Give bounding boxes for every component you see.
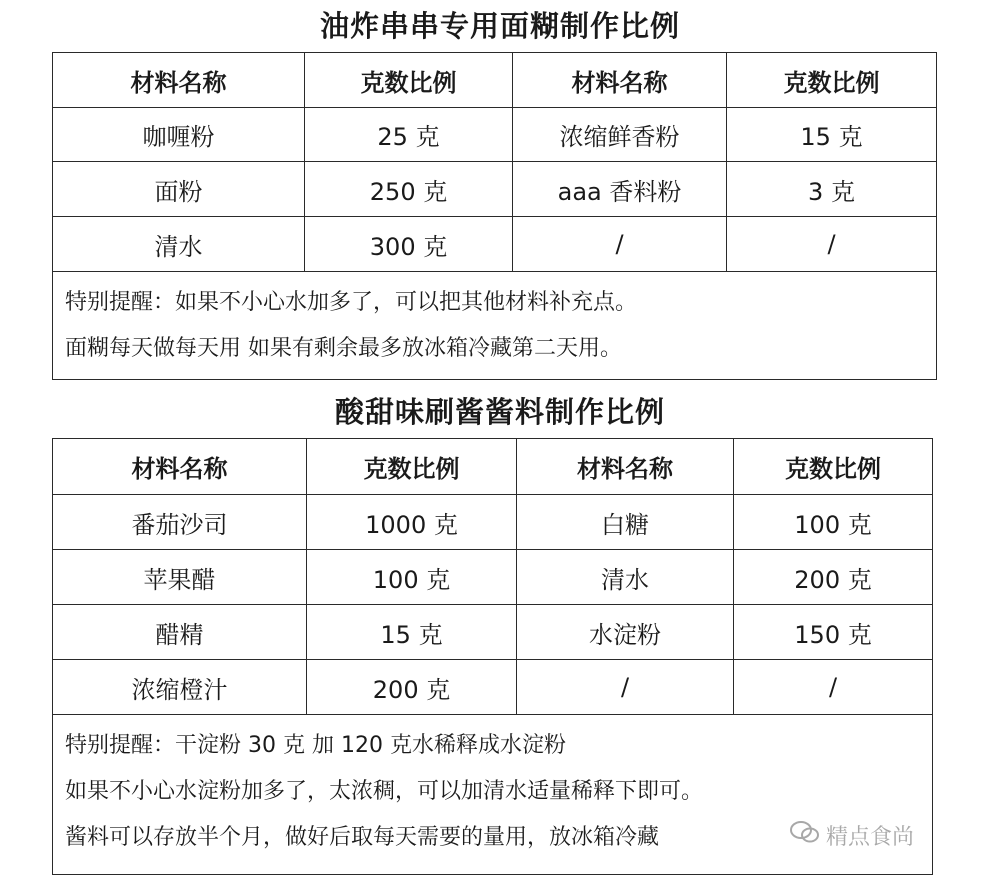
ingredient-amount: 200 克 <box>734 550 933 605</box>
ingredient-name: 清水 <box>53 217 305 272</box>
batter-ratio-table <box>52 52 937 380</box>
ingredient-name: 浓缩橙汁 <box>53 660 307 715</box>
header-cell: 克数比例 <box>305 53 513 108</box>
watermark <box>790 820 914 851</box>
note-line: 面糊每天做每天用 如果有剩余最多放冰箱冷藏第二天用。 <box>65 336 622 361</box>
ingredient-amount: 25 克 <box>305 108 513 162</box>
ingredient-amount: 3 克 <box>727 162 937 217</box>
table-row <box>53 108 937 162</box>
wechat-icon <box>790 820 820 850</box>
table-header-row <box>53 439 933 495</box>
ingredient-amount: 250 克 <box>305 162 513 217</box>
ingredient-amount: 200 克 <box>307 660 517 715</box>
ingredient-amount: 15 克 <box>727 108 937 162</box>
ingredient-name: 面粉 <box>53 162 305 217</box>
ingredient-name: 浓缩鲜香粉 <box>513 108 727 162</box>
ingredient-amount: 15 克 <box>307 605 517 660</box>
note-line: 特别提醒：干淀粉 30 克 加 120 克水稀释成水淀粉 <box>65 733 566 758</box>
ingredient-amount: 100 克 <box>734 495 933 550</box>
ingredient-amount: 300 克 <box>305 217 513 272</box>
ingredient-name: 苹果醋 <box>53 550 307 605</box>
ingredient-amount: / <box>734 660 933 715</box>
table-row <box>53 550 933 605</box>
sauce-ratio-table <box>52 438 933 875</box>
header-cell: 克数比例 <box>307 439 517 495</box>
table-row <box>53 495 933 550</box>
note-line: 特别提醒：如果不小心水加多了，可以把其他材料补充点。 <box>65 290 638 315</box>
header-cell: 材料名称 <box>53 439 307 495</box>
table-row <box>53 217 937 272</box>
header-cell: 克数比例 <box>727 53 937 108</box>
header-cell: 材料名称 <box>517 439 734 495</box>
notes-cell <box>53 272 937 380</box>
ingredient-name: 咖喱粉 <box>53 108 305 162</box>
ingredient-name: 水淀粉 <box>517 605 734 660</box>
note-line: 酱料可以存放半个月，做好后取每天需要的量用，放冰箱冷藏 <box>65 825 660 850</box>
note-line: 如果不小心水淀粉加多了，太浓稠，可以加清水适量稀释下即可。 <box>65 779 704 804</box>
ingredient-name: aaa 香料粉 <box>513 162 727 217</box>
ingredient-amount: 1000 克 <box>307 495 517 550</box>
ingredient-name: 番茄沙司 <box>53 495 307 550</box>
header-cell: 材料名称 <box>53 53 305 108</box>
ingredient-name: 清水 <box>517 550 734 605</box>
notes-row <box>53 272 937 380</box>
ingredient-name: / <box>513 217 727 272</box>
table1-title: 油炸串串专用面糊制作比例 <box>319 9 680 43</box>
table-row <box>53 660 933 715</box>
watermark-text: 精点食尚 <box>826 825 915 850</box>
table2-title: 酸甜味刷酱酱料制作比例 <box>334 395 665 429</box>
ingredient-name: 醋精 <box>53 605 307 660</box>
ingredient-amount: 100 克 <box>307 550 517 605</box>
header-cell: 克数比例 <box>734 439 933 495</box>
table-row <box>53 162 937 217</box>
table-row <box>53 605 933 660</box>
table-header-row <box>53 53 937 108</box>
ingredient-name: 白糖 <box>517 495 734 550</box>
ingredient-amount: / <box>727 217 937 272</box>
header-cell: 材料名称 <box>513 53 727 108</box>
ingredient-name: / <box>517 660 734 715</box>
ingredient-amount: 150 克 <box>734 605 933 660</box>
